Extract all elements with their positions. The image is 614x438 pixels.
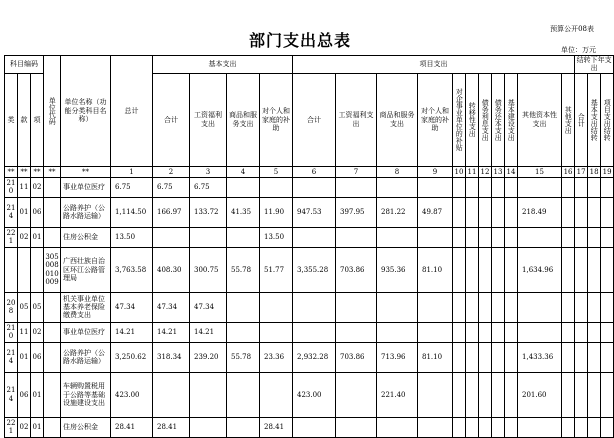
table-cell: 210 [5, 322, 18, 342]
table-cell [562, 322, 575, 342]
table-cell [190, 417, 227, 437]
table-cell: 55.78 [227, 342, 260, 372]
table-cell: 47.34 [190, 292, 227, 322]
table-row [5, 417, 614, 437]
table-cell [466, 227, 479, 247]
index-cell: 6 [293, 166, 336, 177]
table-cell [466, 372, 479, 417]
index-cell: 13 [492, 166, 505, 177]
table-cell: 6.75 [111, 177, 153, 197]
unit-name-cell: 事业单位医疗 [61, 177, 111, 197]
unit-name-header: 单位名称（功能分类科目名称） [61, 56, 111, 167]
code-group-header: 科目编码 [5, 56, 44, 74]
table-row [5, 177, 614, 197]
index-cell: 7 [336, 166, 377, 177]
table-cell: 28.41 [111, 417, 153, 437]
table-cell [153, 227, 190, 247]
table-cell: 214 [5, 372, 18, 417]
table-row [5, 342, 614, 372]
unit-name-cell: 住房公积金 [61, 417, 111, 437]
table-cell [518, 227, 562, 247]
table-cell [588, 227, 601, 247]
table-cell [518, 177, 562, 197]
table-cell [588, 322, 601, 342]
table-cell [466, 342, 479, 372]
transfer-group-header: 结转下年支出 [576, 56, 612, 73]
table-cell [479, 247, 492, 292]
table-cell [588, 177, 601, 197]
table-cell: 49.87 [418, 197, 453, 227]
index-cell: 10 [453, 166, 466, 177]
table-cell [227, 177, 260, 197]
index-cell: 18 [588, 166, 601, 177]
basic-col-header: 合计 [153, 73, 190, 166]
index-cell: 5 [260, 166, 293, 177]
table-cell [418, 372, 453, 417]
table-cell [377, 322, 418, 342]
project-col-header: 债务利息支出 [479, 73, 492, 166]
table-cell: 423.00 [111, 372, 153, 417]
table-cell [505, 292, 518, 322]
project-col-header: 合计 [293, 73, 336, 166]
table-cell: 06 [18, 372, 31, 417]
table-cell: 935.36 [377, 247, 418, 292]
table-cell [479, 292, 492, 322]
table-cell: 210 [5, 177, 18, 197]
table-cell: 14.21 [190, 322, 227, 342]
table-cell [31, 247, 44, 292]
table-cell [575, 372, 588, 417]
unit-name-cell: 公路养护（公路水路运输） [61, 197, 111, 227]
table-cell [505, 322, 518, 342]
table-cell: 06 [31, 342, 44, 372]
basic-col-header: 商品和服务支出 [227, 73, 260, 166]
table-cell: 3,250.62 [111, 342, 153, 372]
table-cell [479, 322, 492, 342]
table-cell [336, 372, 377, 417]
table-cell [562, 342, 575, 372]
project-col-header: 对个人和家庭的补助 [418, 73, 453, 166]
table-cell [479, 197, 492, 227]
table-cell [260, 322, 293, 342]
table-cell [601, 292, 614, 322]
table-cell [418, 322, 453, 342]
table-cell: 11 [18, 177, 31, 197]
total-header: 总计 [111, 56, 153, 167]
table-cell [601, 342, 614, 372]
table-cell: 02 [18, 227, 31, 247]
table-cell: 47.34 [111, 292, 153, 322]
table-cell [492, 177, 505, 197]
table-cell: 1,634.96 [518, 247, 562, 292]
project-col-header: 债务还本支出 [492, 73, 505, 166]
table-cell [601, 227, 614, 247]
table-cell: 6.75 [190, 177, 227, 197]
table-cell [505, 372, 518, 417]
table-cell [293, 292, 336, 322]
table-cell [479, 342, 492, 372]
table-cell [466, 322, 479, 342]
index-cell: 17 [575, 166, 588, 177]
table-cell: 218.49 [518, 197, 562, 227]
index-cell: 4 [227, 166, 260, 177]
table-cell: 02 [31, 177, 44, 197]
table-cell: 408.30 [153, 247, 190, 292]
table-cell: 6.75 [153, 177, 190, 197]
table-cell [479, 227, 492, 247]
index-cell: ** [31, 166, 44, 177]
table-cell: 318.34 [153, 342, 190, 372]
index-cell: ** [18, 166, 31, 177]
table-cell [505, 342, 518, 372]
table-cell: 208 [5, 292, 18, 322]
unit-name-cell: 事业单位医疗 [61, 322, 111, 342]
table-cell [418, 292, 453, 322]
table-cell [562, 372, 575, 417]
table-cell [562, 247, 575, 292]
expenditure-table [4, 55, 614, 438]
index-cell: 16 [562, 166, 575, 177]
table-cell [18, 247, 31, 292]
table-cell [492, 417, 505, 437]
table-cell [601, 247, 614, 292]
table-cell [505, 197, 518, 227]
table-cell [562, 417, 575, 437]
table-cell [260, 372, 293, 417]
table-cell [453, 247, 466, 292]
table-cell [492, 322, 505, 342]
table-cell [575, 177, 588, 197]
table-cell: 05 [18, 292, 31, 322]
table-cell [588, 417, 601, 437]
table-cell [479, 372, 492, 417]
table-cell [377, 227, 418, 247]
unit-name-cell: 车辆购置税用于公路等基础设施建设支出 [61, 372, 111, 417]
table-cell [260, 177, 293, 197]
index-cell: ** [44, 166, 61, 177]
table-cell [377, 177, 418, 197]
basic-group-header: 基本支出 [153, 56, 293, 74]
unit-code-cell [44, 342, 61, 372]
unit-code-cell [44, 417, 61, 437]
unit-code-cell [44, 322, 61, 342]
table-cell [575, 197, 588, 227]
table-cell [588, 197, 601, 227]
table-cell [466, 177, 479, 197]
table-cell [518, 417, 562, 437]
unit-name-cell: 广西壮族自治区环江公路管理局 [61, 247, 111, 292]
table-cell [453, 197, 466, 227]
table-cell: 221.40 [377, 372, 418, 417]
table-row [5, 197, 614, 227]
table-cell [418, 227, 453, 247]
index-cell: 14 [505, 166, 518, 177]
index-cell: ** [5, 166, 18, 177]
table-cell [190, 227, 227, 247]
unit-code-cell [44, 227, 61, 247]
table-cell: 300.75 [190, 247, 227, 292]
table-cell: 28.41 [260, 417, 293, 437]
table-cell: 3,355.28 [293, 247, 336, 292]
table-cell [505, 227, 518, 247]
table-cell [227, 372, 260, 417]
table-cell: 01 [31, 417, 44, 437]
index-cell: 12 [479, 166, 492, 177]
project-col-header: 其他支出 [562, 73, 575, 166]
table-cell [518, 292, 562, 322]
table-cell: 55.78 [227, 247, 260, 292]
table-cell [418, 177, 453, 197]
page-title: 部门支出总表 [248, 31, 351, 50]
table-cell [492, 227, 505, 247]
basic-col-header: 工资福利支出 [190, 73, 227, 166]
table-cell [336, 322, 377, 342]
table-cell [575, 322, 588, 342]
project-col-header: 对企事业单位的补贴 [453, 73, 466, 166]
table-cell [466, 247, 479, 292]
table-cell: 51.77 [260, 247, 293, 292]
table-cell: 02 [31, 322, 44, 342]
table-cell [575, 247, 588, 292]
index-cell: 2 [153, 166, 190, 177]
table-cell [5, 247, 18, 292]
unit-name-cell: 机关事业单位基本养老保险缴费支出 [61, 292, 111, 322]
table-cell: 221 [5, 417, 18, 437]
table-cell [453, 292, 466, 322]
table-cell: 41.35 [227, 197, 260, 227]
table-cell [227, 292, 260, 322]
index-cell: 19 [601, 166, 614, 177]
table-cell: 01 [31, 227, 44, 247]
index-cell: 1 [111, 166, 153, 177]
table-cell: 239.20 [190, 342, 227, 372]
table-cell [601, 372, 614, 417]
table-cell [293, 227, 336, 247]
table-cell: 13.50 [111, 227, 153, 247]
table-cell: 01 [31, 372, 44, 417]
table-cell: 23.36 [260, 342, 293, 372]
table-cell [336, 177, 377, 197]
table-row [5, 227, 614, 247]
table-row [5, 322, 614, 342]
table-cell: 221 [5, 227, 18, 247]
index-cell: 11 [466, 166, 479, 177]
table-cell: 11.90 [260, 197, 293, 227]
index-cell: 9 [418, 166, 453, 177]
table-cell: 81.10 [418, 342, 453, 372]
table-cell: 47.34 [153, 292, 190, 322]
table-cell: 28.41 [153, 417, 190, 437]
table-cell: 14.21 [111, 322, 153, 342]
unit-code-cell: 305008010009 [44, 247, 61, 292]
table-cell [575, 417, 588, 437]
unit-label: 单位：万元 [561, 46, 596, 54]
table-cell [293, 417, 336, 437]
table-cell [588, 247, 601, 292]
table-cell: 01 [18, 342, 31, 372]
table-cell [227, 417, 260, 437]
table-cell: 2,932.28 [293, 342, 336, 372]
transfer-col-header: 合计 [575, 73, 588, 166]
table-cell [466, 292, 479, 322]
transfer-col-header: 项目支出结转 [601, 73, 614, 166]
table-cell [336, 417, 377, 437]
table-cell: 397.95 [336, 197, 377, 227]
project-col-header: 转移性支出 [466, 73, 479, 166]
table-cell [153, 372, 190, 417]
table-cell: 1,114.50 [111, 197, 153, 227]
table-cell [562, 177, 575, 197]
table-cell [505, 417, 518, 437]
table-cell [227, 227, 260, 247]
table-cell [190, 372, 227, 417]
index-cell: 3 [190, 166, 227, 177]
table-cell [505, 247, 518, 292]
index-cell: 15 [518, 166, 562, 177]
table-cell: 06 [31, 197, 44, 227]
table-cell [453, 342, 466, 372]
table-cell [453, 227, 466, 247]
table-cell [562, 227, 575, 247]
table-cell [336, 227, 377, 247]
transfer-col-header: 基本支出结转 [588, 73, 601, 166]
table-cell [601, 177, 614, 197]
project-group-header: 项目支出 [293, 56, 575, 74]
table-cell: 13.50 [260, 227, 293, 247]
table-cell [260, 292, 293, 322]
lei-header: 类 [5, 73, 18, 166]
table-cell: 14.21 [153, 322, 190, 342]
kuan-header: 款 [18, 73, 31, 166]
table-cell [227, 322, 260, 342]
table-cell [588, 372, 601, 417]
project-col-header: 工资福利支出 [336, 73, 377, 166]
table-cell: 947.53 [293, 197, 336, 227]
form-number: 预算公开08表 [550, 25, 594, 33]
table-cell [492, 372, 505, 417]
table-cell [601, 197, 614, 227]
table-cell [492, 247, 505, 292]
table-cell: 01 [18, 197, 31, 227]
table-cell [575, 227, 588, 247]
table-cell: 02 [18, 417, 31, 437]
table-row [5, 372, 614, 417]
unit-name-cell: 公路养护（公路水路运输） [61, 342, 111, 372]
table-row [5, 247, 614, 292]
xiang-header: 项 [31, 73, 44, 166]
table-cell [377, 292, 418, 322]
table-cell [479, 177, 492, 197]
table-cell: 166.97 [153, 197, 190, 227]
table-cell: 81.10 [418, 247, 453, 292]
table-cell [562, 197, 575, 227]
table-cell: 05 [31, 292, 44, 322]
table-cell: 3,763.58 [111, 247, 153, 292]
table-cell [601, 322, 614, 342]
table-cell: 11 [18, 322, 31, 342]
table-cell: 201.60 [518, 372, 562, 417]
table-cell [466, 197, 479, 227]
index-cell: ** [61, 166, 111, 177]
table-cell [479, 417, 492, 437]
project-col-header: 基本建设支出 [505, 73, 518, 166]
index-row [5, 166, 614, 177]
table-cell: 281.22 [377, 197, 418, 227]
table-cell: 423.00 [293, 372, 336, 417]
header-row-1 [5, 56, 614, 74]
table-cell [588, 342, 601, 372]
table-cell: 713.96 [377, 342, 418, 372]
table-cell [466, 417, 479, 437]
table-cell [453, 372, 466, 417]
table-cell [293, 322, 336, 342]
table-cell [562, 292, 575, 322]
unit-code-cell [44, 292, 61, 322]
table-cell: 703.86 [336, 247, 377, 292]
table-cell [492, 342, 505, 372]
table-cell [453, 322, 466, 342]
unit-code-header: 单位代码 [44, 56, 61, 167]
unit-code-cell [44, 177, 61, 197]
table-cell: 703.86 [336, 342, 377, 372]
table-cell: 214 [5, 342, 18, 372]
project-col-header: 商品和服务支出 [377, 73, 418, 166]
table-cell [453, 417, 466, 437]
table-cell [518, 322, 562, 342]
unit-name-cell: 住房公积金 [61, 227, 111, 247]
table-cell [293, 177, 336, 197]
table-cell: 214 [5, 197, 18, 227]
table-cell [492, 197, 505, 227]
table-cell [505, 177, 518, 197]
basic-col-header: 对个人和家庭的补助 [260, 73, 293, 166]
table-cell [575, 342, 588, 372]
unit-code-cell [44, 197, 61, 227]
table-cell [492, 292, 505, 322]
project-col-header: 其他资本性支出 [518, 73, 562, 166]
unit-code-cell [44, 372, 61, 417]
table-cell [588, 292, 601, 322]
table-cell [601, 417, 614, 437]
table-row [5, 292, 614, 322]
index-cell: 8 [377, 166, 418, 177]
table-cell [453, 177, 466, 197]
table-cell [377, 417, 418, 437]
table-cell [575, 292, 588, 322]
table-cell: 1,433.36 [518, 342, 562, 372]
table-cell: 133.72 [190, 197, 227, 227]
table-cell [336, 292, 377, 322]
table-cell [418, 417, 453, 437]
